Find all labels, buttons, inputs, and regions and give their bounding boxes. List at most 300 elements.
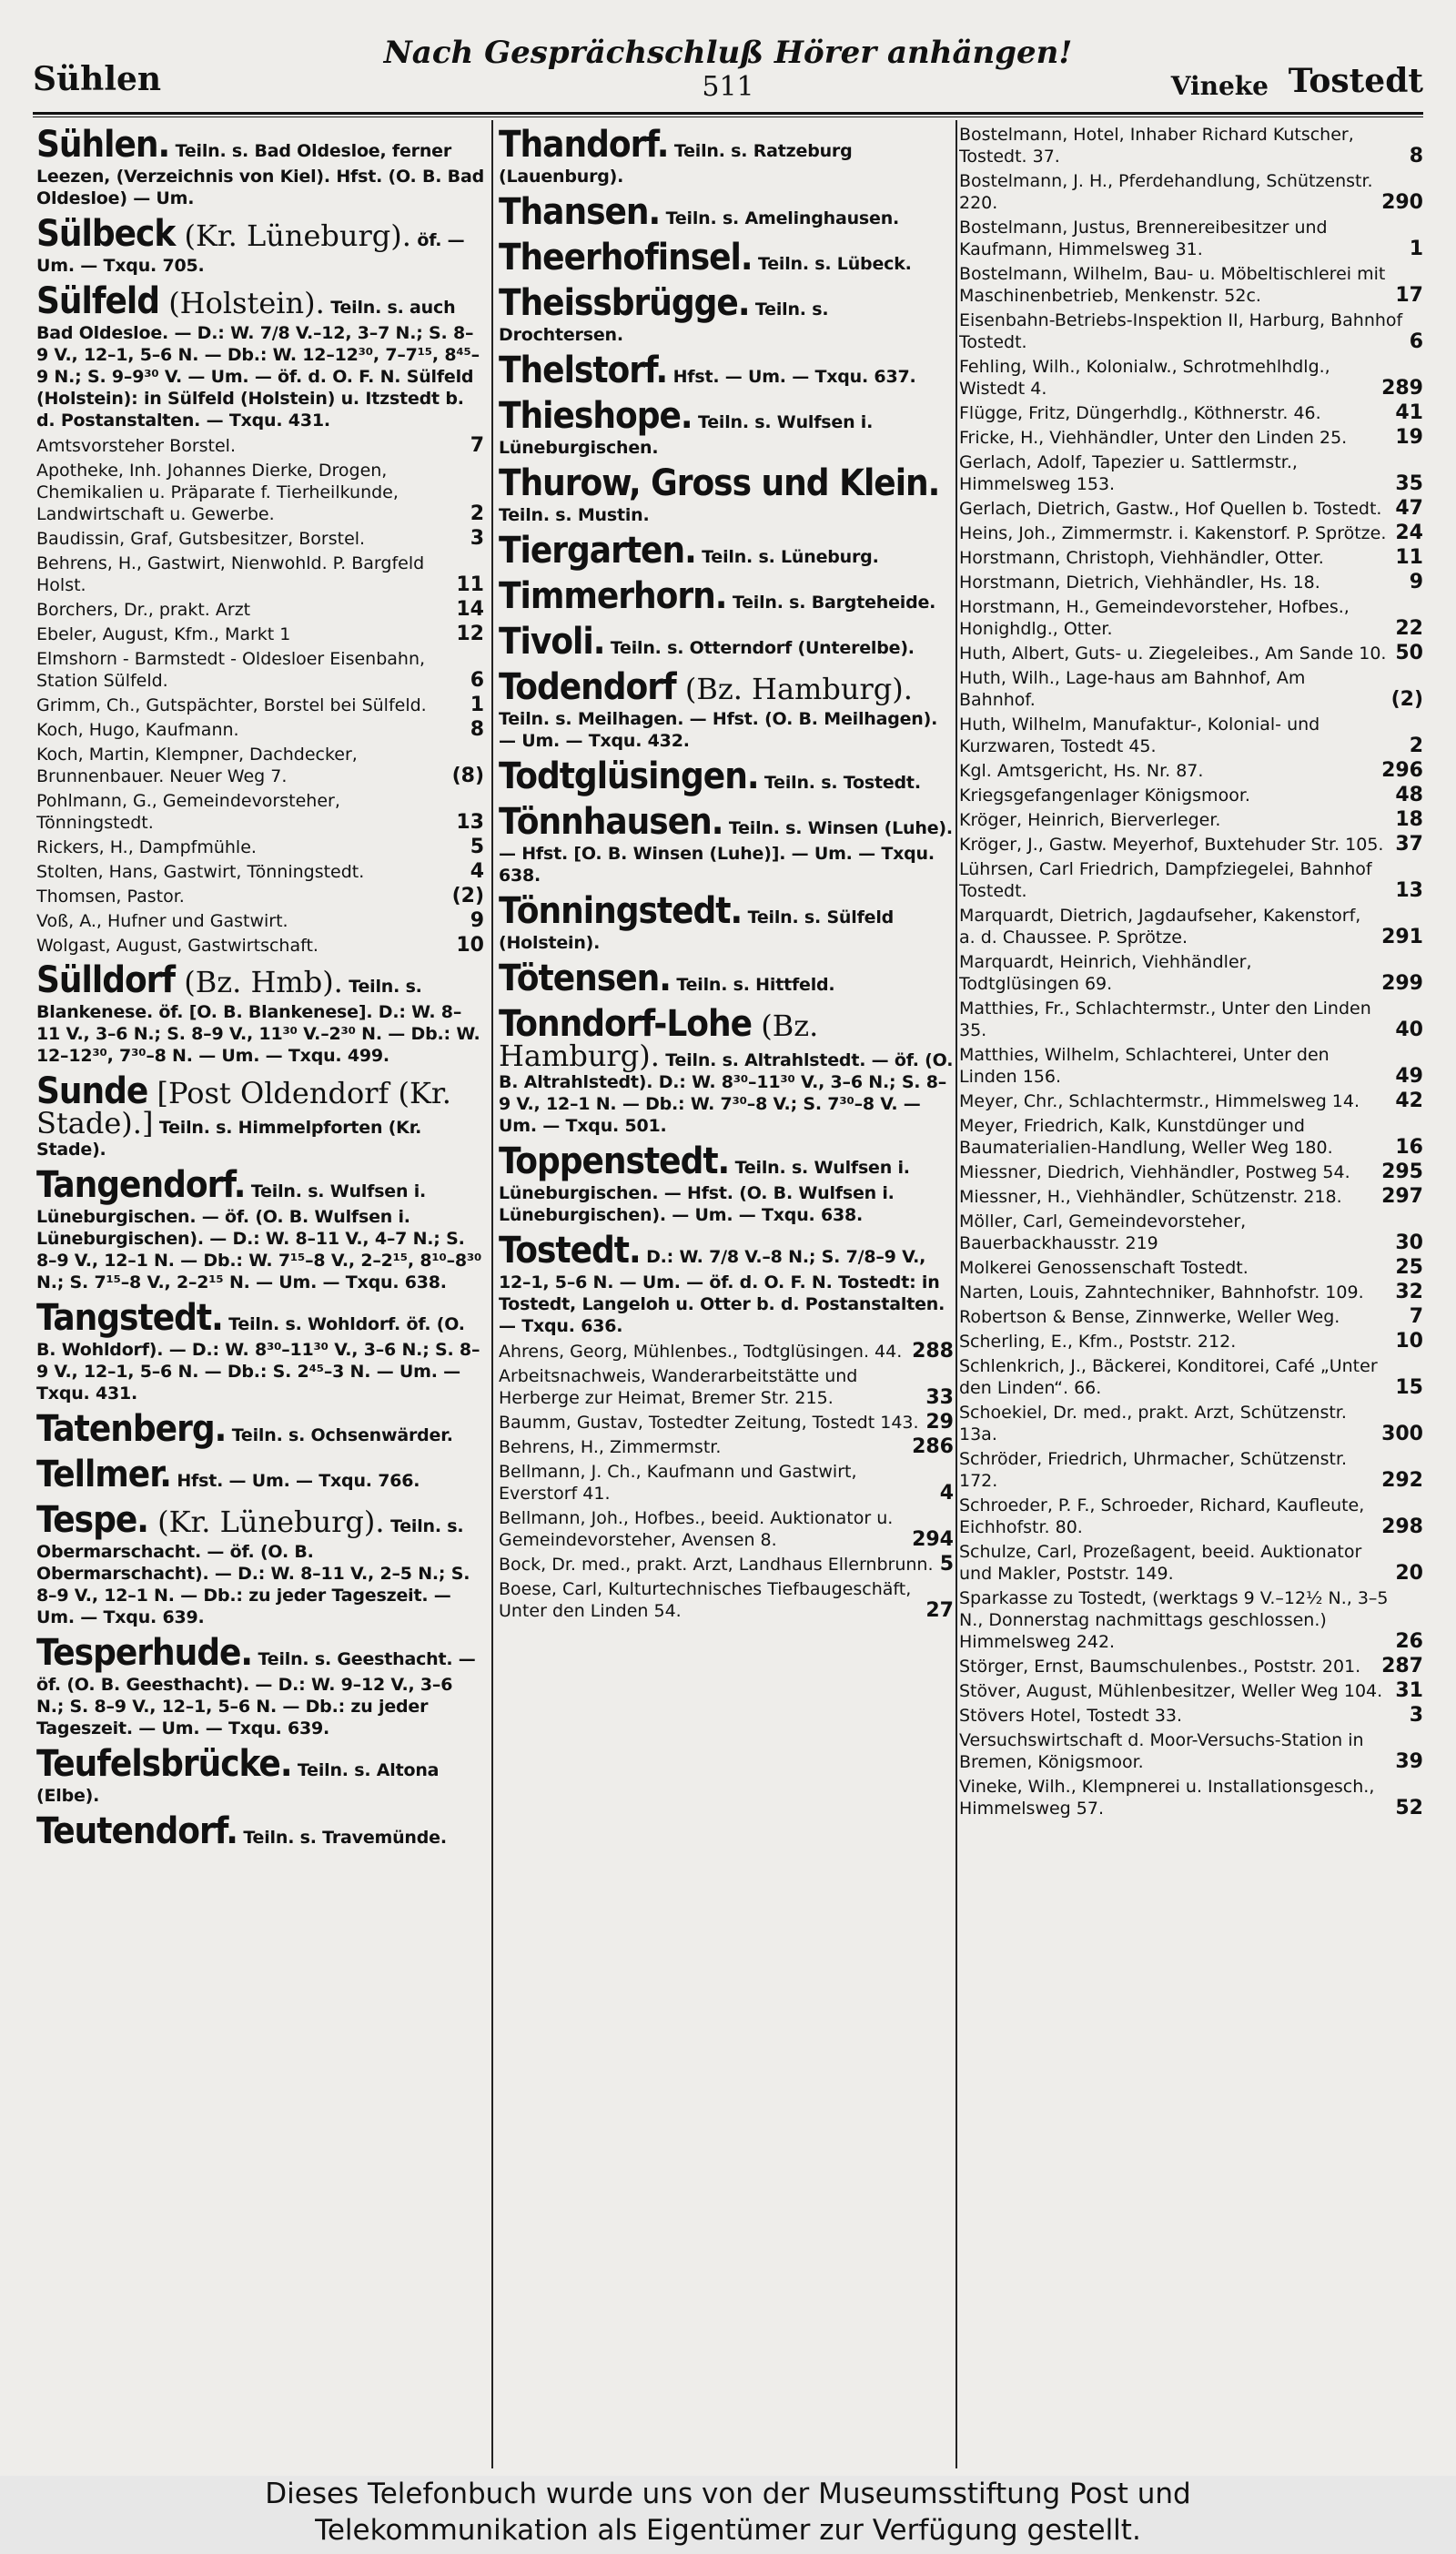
phone-number: 7: [470, 434, 484, 457]
place-name: Tönnhausen.: [499, 801, 723, 843]
subscriber-entry: [36, 790, 484, 834]
place-name: Todendorf: [499, 666, 676, 708]
subscriber-text: Pohlmann, G., Gemeindevorsteher, Tönningstedt.: [36, 791, 340, 833]
place-name: Thurow, Gross und Klein.: [499, 462, 940, 504]
place-heading: [499, 1140, 954, 1226]
subscriber-entry: [36, 886, 484, 907]
subscriber-entry: [959, 905, 1423, 948]
place-details: Teiln. s. Amelinghausen.: [660, 208, 900, 228]
subscriber-text: Schulze, Carl, Prozeßagent, beeid. Auktionator und Makler, Poststr. 149.: [959, 1542, 1362, 1584]
place-details: Teiln. s. Wulfsen i. Lüneburgischen.: [499, 412, 874, 458]
place-details: Teiln. s. auch Bad Oldesloe. — D.: W. 7/8 V.–12, 3–7 N.; S. 8–9 V., 12–1, 5–6 N. — Db.: W. 12–12³⁰, 7–7¹⁵, 8⁴⁵–9 N.; S. 9–9³⁰ V. — Um. — öf. d. O. F. N. Sülfeld (Holstein): in Sülfeld (Holstein) u. Itzstedt b. d. Postanstalten. — Txqu. 431.: [36, 298, 480, 431]
subscriber-entry: [36, 435, 484, 457]
subscriber-entry: [959, 1448, 1423, 1492]
subscriber-text: Kröger, Heinrich, Bierverleger.: [959, 810, 1221, 830]
place-heading: [499, 801, 954, 887]
phone-number: 16: [1395, 1136, 1423, 1159]
phone-number: 3: [470, 527, 484, 550]
place-details: Teiln. s. Sülfeld (Holstein).: [499, 907, 895, 953]
column-2: [499, 124, 954, 2472]
phone-number: 27: [925, 1599, 954, 1622]
subscriber-text: Schlenkrich, J., Bäckerei, Konditorei, Café „Unter den Linden“. 66.: [959, 1356, 1378, 1398]
subscriber-entry: [959, 522, 1423, 544]
subscriber-entry: [959, 1541, 1423, 1585]
subscriber-entry: [959, 643, 1423, 664]
subscriber-entry: [959, 1257, 1423, 1279]
place-name: Todtglüsingen.: [499, 755, 759, 797]
subscriber-entry: [959, 1044, 1423, 1088]
place-name: Teufelsbrücke.: [36, 1743, 292, 1785]
phone-number: 1: [470, 694, 484, 716]
subscriber-entry: [959, 1306, 1423, 1328]
subscriber-text: Rickers, H., Dampfmühle.: [36, 837, 257, 857]
phone-number: 297: [1381, 1185, 1423, 1208]
phone-number: 6: [1409, 330, 1423, 353]
phone-number: 294: [912, 1528, 954, 1551]
subscriber-entry: [499, 1365, 954, 1409]
subscriber-text: Gerlach, Adolf, Tapezier u. Sattlermstr., Himmelsweg 153.: [959, 452, 1298, 494]
subscriber-entry: [959, 402, 1423, 424]
subscriber-text: Gerlach, Dietrich, Gastw., Hof Quellen b. Tostedt.: [959, 499, 1382, 519]
phone-number: 50: [1395, 642, 1423, 664]
place-details: D.: W. 7/8 V.–8 N.; S. 7/8–9 V., 12–1, 5–6 N. — Um. — öf. d. O. F. N. Tostedt: in Tostedt, Langeloh u. Otter b. d. Postanstalten. — Txqu. 636.: [499, 1247, 945, 1336]
subscriber-text: Molkerei Genossenschaft Tostedt.: [959, 1258, 1249, 1278]
place-heading: [499, 1003, 954, 1137]
subscriber-entry: [959, 760, 1423, 782]
place-heading: [36, 1164, 484, 1293]
subscriber-text: Ahrens, Georg, Mühlenbes., Todtglüsingen. 44.: [499, 1342, 903, 1362]
subscriber-text: Meyer, Friedrich, Kalk, Kunstdünger und Baumaterialien-Handlung, Weller Weg 180.: [959, 1116, 1333, 1158]
subscriber-text: Behrens, H., Zimmermstr.: [499, 1437, 722, 1457]
subscriber-text: Schoekiel, Dr. med., prakt. Arzt, Schützenstr. 13a.: [959, 1403, 1347, 1444]
place-name: Theissbrügge.: [499, 282, 750, 324]
subscriber-text: Bellmann, J. Ch., Kaufmann und Gastwirt, Everstorf 41.: [499, 1462, 857, 1504]
phone-number: 8: [1409, 145, 1423, 167]
place-heading: [36, 1070, 484, 1160]
phone-number: 5: [939, 1553, 954, 1576]
place-heading: [36, 1632, 484, 1739]
subscriber-entry: [959, 951, 1423, 995]
subscriber-entry: [959, 1355, 1423, 1399]
phone-number: (8): [451, 765, 484, 787]
phone-number: 30: [1395, 1231, 1423, 1254]
phone-number: 9: [470, 909, 484, 932]
place-details: Teiln. s. Blankenese. öf. [O. B. Blankenese]. D.: W. 8–11 V., 3–6 N.; S. 8–9 V., 11³⁰ V.–2³⁰ N. — Db.: W. 12–12³⁰, 7³⁰–8 N. — Um. — Txqu. 499.: [36, 977, 480, 1066]
subscriber-text: Koch, Hugo, Kaufmann.: [36, 720, 239, 740]
place-heading: [36, 280, 484, 431]
place-details: Teiln. s. Altrahlstedt. — öf. (O. B. Altrahlstedt). D.: W. 8³⁰–11³⁰ V., 3–6 N.; S. 8–9 V., 12–1 N. — Db.: W. 7³⁰–8 V.; S. 7³⁰–8 V. — Um. — Txqu. 501.: [499, 1050, 954, 1136]
subscriber-entry: [959, 998, 1423, 1041]
column-divider: [491, 120, 493, 2468]
subscriber-entry: [36, 623, 484, 645]
phone-number: (2): [1390, 688, 1423, 711]
place-name: Tesperhude.: [36, 1632, 253, 1674]
place-heading: [499, 890, 954, 954]
subscriber-text: Amtsvorsteher Borstel.: [36, 436, 236, 456]
header-left-keyword: Sühlen: [33, 60, 162, 98]
subscriber-text: Grimm, Ch., Gutspächter, Borstel bei Sülfeld.: [36, 695, 427, 715]
phone-number: 26: [1395, 1630, 1423, 1653]
place-name: Teutendorf.: [36, 1810, 238, 1852]
subscriber-text: Huth, Wilhelm, Manufaktur-, Kolonial- und Kurzwaren, Tostedt 45.: [959, 715, 1320, 756]
subscriber-text: Bostelmann, Hotel, Inhaber Richard Kutscher, Tostedt. 37.: [959, 125, 1354, 167]
place-details: Teiln. s. Lübeck.: [752, 254, 912, 274]
subscriber-text: Marquardt, Dietrich, Jagdaufseher, Kakenstorf, a. d. Chaussee. P. Sprötze.: [959, 906, 1361, 948]
subscriber-entry: [959, 1186, 1423, 1208]
place-name: Tiergarten.: [499, 530, 696, 572]
place-details: Hfst. — Um. — Txqu. 637.: [667, 367, 916, 387]
phone-number: 19: [1395, 426, 1423, 449]
subscriber-text: Bock, Dr. med., prakt. Arzt, Landhaus Ellernbrunn.: [499, 1555, 934, 1575]
place-name: Tötensen.: [499, 958, 671, 999]
subscriber-entry: [36, 744, 484, 787]
phone-number: 298: [1381, 1515, 1423, 1538]
subscriber-text: Fehling, Wilh., Kolonialw., Schrotmehlhdlg., Wistedt 4.: [959, 357, 1330, 399]
place-name: Sülbeck: [36, 213, 176, 255]
phone-number: (2): [451, 885, 484, 907]
subscriber-entry: [959, 356, 1423, 400]
place-heading: [499, 124, 954, 187]
column-divider: [956, 120, 957, 2468]
subscriber-text: Horstmann, Dietrich, Viehhändler, Hs. 18.: [959, 573, 1320, 593]
subscriber-text: Elmshorn - Barmstedt - Oldesloer Eisenbahn, Station Sülfeld.: [36, 649, 426, 691]
phone-number: 6: [470, 669, 484, 692]
subscriber-text: Narten, Louis, Zahntechniker, Bahnhofstr. 109.: [959, 1282, 1364, 1302]
subscriber-entry: [959, 217, 1423, 260]
subscriber-entry: [499, 1412, 954, 1434]
subscriber-entry: [499, 1341, 954, 1363]
place-name: Sühlen.: [36, 124, 170, 166]
subscriber-text: Stöver, August, Mühlenbesitzer, Weller Weg 104.: [959, 1681, 1383, 1701]
place-details: Teiln. s. Wohldorf. öf. (O. B. Wohldorf). — D.: W. 8³⁰–11³⁰ V., 3–6 N.; S. 8–9 V., 12–1, 5–6 N. — Db.: S. 2⁴⁵–3 N. — Um. — Txqu. 431.: [36, 1314, 480, 1404]
subscriber-text: Kriegsgefangenlager Königsmoor.: [959, 785, 1250, 806]
place-heading: [36, 1499, 484, 1628]
subscriber-entry: [36, 648, 484, 692]
phone-number: 41: [1395, 401, 1423, 424]
place-details: Teiln. s. Bargteheide.: [726, 593, 936, 613]
subscriber-entry: [499, 1578, 954, 1622]
header-rule: [33, 112, 1423, 115]
phone-number: 13: [1395, 879, 1423, 902]
subscriber-entry: [959, 427, 1423, 449]
phone-number: 37: [1395, 833, 1423, 856]
place-name: Tostedt.: [499, 1230, 641, 1272]
subscriber-entry: [959, 1090, 1423, 1112]
place-district: (Bz. Hmb).: [175, 965, 343, 999]
place-heading: [499, 621, 954, 663]
subscriber-entry: [36, 599, 484, 621]
place-heading: [36, 1297, 484, 1404]
subscriber-entry: [959, 1282, 1423, 1303]
place-heading: [499, 575, 954, 617]
subscriber-text: Meyer, Chr., Schlachtermstr., Himmelsweg 14.: [959, 1091, 1360, 1111]
place-details: Hfst. — Um. — Txqu. 766.: [170, 1471, 420, 1491]
subscriber-entry: [959, 714, 1423, 757]
subscriber-entry: [959, 809, 1423, 831]
subscriber-entry: [959, 572, 1423, 593]
place-heading: [36, 213, 484, 277]
subscriber-text: Kröger, J., Gastw. Meyerhof, Buxtehuder Str. 105.: [959, 835, 1384, 855]
subscriber-text: Marquardt, Heinrich, Viehhändler, Todtglüsingen 69.: [959, 952, 1252, 994]
phone-number: 29: [925, 1411, 954, 1434]
subscriber-entry: [499, 1554, 954, 1576]
phone-number: 24: [1395, 522, 1423, 544]
place-heading: [499, 530, 954, 572]
subscriber-entry: [499, 1507, 954, 1551]
phone-number: 288: [912, 1340, 954, 1363]
phone-number: 13: [456, 811, 484, 834]
place-name: Tangendorf.: [36, 1164, 246, 1206]
place-district: (Kr. Lüneburg).: [175, 218, 411, 253]
subscriber-entry: [36, 719, 484, 741]
phone-number: 10: [456, 934, 484, 957]
place-name: Tellmer.: [36, 1454, 171, 1495]
place-heading: [499, 350, 954, 391]
subscriber-text: Behrens, H., Gastwirt, Nienwohld. P. Bargfeld Holst.: [36, 553, 425, 595]
footer-line-2: Telekommunikation als Eigentümer zur Verfügung gestellt.: [315, 2514, 1141, 2547]
place-name: Tatenberg.: [36, 1408, 227, 1450]
header-right-place: Tostedt: [1288, 62, 1423, 100]
place-name: Thandorf.: [499, 124, 669, 166]
place-details: Teiln. s. Obermarschacht. — öf. (O. B. Obermarschacht). — D.: W. 8–11 V., 2–5 N.; S. 8–9 V., 12–1 N. — Db.: zu jeder Tageszeit. — Um. — Txqu. 639.: [36, 1516, 470, 1627]
phone-number: 40: [1395, 1019, 1423, 1041]
subscriber-text: Horstmann, H., Gemeindevorsteher, Hofbes., Honighdlg., Otter.: [959, 597, 1350, 639]
place-name: Thansen.: [499, 191, 661, 233]
phone-number: 5: [470, 836, 484, 858]
subscriber-entry: [959, 498, 1423, 520]
subscriber-entry: [499, 1436, 954, 1458]
subscriber-entry: [959, 170, 1423, 214]
subscriber-text: Bellmann, Joh., Hofbes., beeid. Auktionator u. Gemeindevorsteher, Avensen 8.: [499, 1508, 894, 1550]
subscriber-entry: [959, 1495, 1423, 1538]
phone-number: 295: [1381, 1160, 1423, 1183]
place-details: öf. — Um. — Txqu. 705.: [36, 230, 465, 276]
phone-number: 286: [912, 1435, 954, 1458]
place-name: Timmerhorn.: [499, 575, 727, 617]
phone-number: 39: [1395, 1750, 1423, 1773]
phone-number: 289: [1381, 377, 1423, 400]
place-name: Sülldorf: [36, 959, 176, 1001]
place-name: Thelstorf.: [499, 350, 668, 391]
subscriber-text: Boese, Carl, Kulturtechnisches Tiefbaugeschäft, Unter den Linden 54.: [499, 1579, 912, 1621]
page-header: [33, 35, 1423, 109]
place-heading: [499, 237, 954, 279]
place-heading: [36, 1743, 484, 1807]
subscriber-text: Borchers, Dr., prakt. Arzt: [36, 600, 251, 620]
place-details: Teiln. s. Bad Oldesloe, ferner Leezen, (Verzeichnis von Kiel). Hfst. (O. B. Bad Oldesloe) — Um.: [36, 141, 484, 208]
phone-number: 290: [1381, 191, 1423, 214]
phone-number: 7: [1409, 1305, 1423, 1328]
place-heading: [499, 462, 954, 526]
phone-number: 17: [1395, 284, 1423, 307]
phone-number: 15: [1395, 1376, 1423, 1399]
place-details: Teiln. s. Travemünde.: [237, 1828, 447, 1848]
subscriber-entry: [36, 935, 484, 957]
subscriber-entry: [959, 1211, 1423, 1254]
phone-number: 291: [1381, 926, 1423, 948]
subscriber-text: Robertson & Bense, Zinnwerke, Weller Weg.: [959, 1307, 1340, 1327]
subscriber-text: Matthies, Fr., Schlachtermstr., Unter den Linden 35.: [959, 998, 1371, 1040]
subscriber-text: Heins, Joh., Zimmermstr. i. Kakenstorf. P. Sprötze.: [959, 523, 1387, 543]
subscriber-text: Thomsen, Pastor.: [36, 887, 185, 907]
place-district: (Bz. Hamburg).: [675, 672, 913, 706]
subscriber-entry: [959, 834, 1423, 856]
subscriber-text: Fricke, H., Viehhändler, Unter den Linden 25.: [959, 428, 1348, 448]
header-notice: Nach Gesprächschluß Hörer anhängen!: [383, 35, 1073, 71]
subscriber-text: Matthies, Wilhelm, Schlachterei, Unter den Linden 156.: [959, 1045, 1330, 1087]
place-details: Teiln. s. Ratzeburg (Lauenburg).: [499, 141, 853, 187]
place-heading: [499, 755, 954, 797]
subscriber-entry: [959, 124, 1423, 167]
subscriber-text: Apotheke, Inh. Johannes Dierke, Drogen, Chemikalien u. Präparate f. Tierheilkunde, Landwirtschaft u. Gewerbe.: [36, 461, 399, 524]
phone-number: 33: [925, 1386, 954, 1409]
subscriber-entry: [959, 1705, 1423, 1727]
subscriber-entry: [499, 1461, 954, 1505]
subscriber-text: Wolgast, August, Gastwirtschaft.: [36, 936, 318, 956]
subscriber-entry: [959, 309, 1423, 353]
subscriber-text: Baudissin, Graf, Gutsbesitzer, Borstel.: [36, 529, 366, 549]
subscriber-entry: [36, 861, 484, 883]
subscriber-entry: [959, 1161, 1423, 1183]
subscriber-text: Schröder, Friedrich, Uhrmacher, Schützenstr. 172.: [959, 1449, 1348, 1491]
place-details: Teiln. s. Wulfsen i. Lüneburgischen. — Hfst. (O. B. Wulfsen i. Lüneburgischen). — Um. — Txqu. 638.: [499, 1158, 910, 1225]
page-number: 511: [702, 71, 754, 103]
place-details: Teiln. s. Himmelpforten (Kr. Stade).: [36, 1118, 422, 1160]
place-name: Tivoli.: [499, 621, 605, 663]
phone-number: 22: [1395, 617, 1423, 640]
subscriber-text: Versuchswirtschaft d. Moor-Versuchs-Station in Bremen, Königsmoor.: [959, 1730, 1364, 1772]
place-heading: [499, 191, 954, 233]
place-details: Teiln. s. Wulfsen i. Lüneburgischen. — öf. (O. B. Wulfsen i. Lüneburgischen). — D.: W. 8–11 V., 4–7 N.; S. 8–9 V., 12–1 N. — Db.: W. 7¹⁵–8 V., 2–2¹⁵, 8¹⁰–8³⁰ N.; S. 7¹⁵–8 V., 2–2¹⁵ N. — Um. — Txqu. 638.: [36, 1181, 482, 1292]
subscriber-entry: [959, 596, 1423, 640]
phone-number: 4: [470, 860, 484, 883]
phone-number: 300: [1381, 1423, 1423, 1445]
subscriber-entry: [959, 1776, 1423, 1819]
subscriber-entry: [36, 552, 484, 596]
place-details: Teiln. s. Mustin.: [499, 505, 650, 525]
place-details: Teiln. s. Otterndorf (Unterelbe).: [604, 638, 915, 658]
place-heading: [499, 1230, 954, 1337]
place-heading: [499, 282, 954, 346]
place-details: Teiln. s. Lüneburg.: [695, 547, 879, 567]
subscriber-entry: [959, 858, 1423, 902]
subscriber-entry: [959, 263, 1423, 307]
subscriber-text: Huth, Wilh., Lage-haus am Bahnhof, Am Bahnhof.: [959, 668, 1306, 710]
place-details: Teiln. s. Drochtersen.: [499, 299, 829, 345]
subscriber-entry: [959, 451, 1423, 495]
header-right-keyword: Vineke: [1170, 71, 1269, 101]
subscriber-entry: [959, 1680, 1423, 1702]
place-name: Tönningstedt.: [499, 890, 743, 932]
phone-number: 35: [1395, 472, 1423, 495]
phone-number: 8: [470, 718, 484, 741]
subscriber-entry: [36, 528, 484, 550]
column-1: [36, 124, 484, 2472]
subscriber-entry: [959, 1402, 1423, 1445]
subscriber-text: Horstmann, Christoph, Viehhändler, Otter.: [959, 548, 1324, 568]
subscriber-text: Stövers Hotel, Tostedt 33.: [959, 1706, 1183, 1726]
subscriber-text: Miessner, Diedrich, Viehhändler, Postweg 54.: [959, 1162, 1350, 1182]
place-heading: [36, 959, 484, 1067]
place-heading: [36, 124, 484, 209]
footer-notice: [0, 2476, 1456, 2554]
subscriber-entry: [959, 785, 1423, 806]
phone-number: 48: [1395, 784, 1423, 806]
column-3: [959, 124, 1423, 2472]
subscriber-entry: [959, 547, 1423, 569]
place-heading: [36, 1408, 484, 1450]
subscriber-text: Sparkasse zu Tostedt, (werktags 9 V.–12½ N., 3–5 N., Donnerstag nachmittags geschlossen.) Himmelsweg 242.: [959, 1588, 1389, 1652]
phone-number: 9: [1409, 571, 1423, 593]
phone-number: 31: [1395, 1679, 1423, 1702]
phone-number: 2: [470, 502, 484, 525]
subscriber-text: Miessner, H., Viehhändler, Schützenstr. 218.: [959, 1187, 1342, 1207]
footer-line-1: Dieses Telefonbuch wurde uns von der Museumsstiftung Post und: [265, 2478, 1191, 2510]
place-details: Teiln. s. Tostedt.: [758, 773, 921, 793]
phone-number: 2: [1409, 735, 1423, 757]
place-district: [Post Oldendorf (Kr. Stade).]: [36, 1076, 451, 1140]
phone-number: 4: [939, 1482, 954, 1505]
phone-number: 47: [1395, 497, 1423, 520]
place-details: Teiln. s. Ochsenwärder.: [226, 1425, 453, 1445]
phone-number: 49: [1395, 1065, 1423, 1088]
subscriber-text: Bostelmann, J. H., Pferdehandlung, Schützenstr. 220.: [959, 171, 1373, 213]
subscriber-text: Möller, Carl, Gemeindevorsteher, Bauerbackhausstr. 219: [959, 1211, 1247, 1253]
subscriber-text: Koch, Martin, Klempner, Dachdecker, Brunnenbauer. Neuer Weg 7.: [36, 745, 358, 786]
subscriber-text: Flügge, Fritz, Düngerhdlg., Köthnerstr. 46.: [959, 403, 1321, 423]
phone-number: 1: [1409, 238, 1423, 260]
phone-number: 296: [1381, 759, 1423, 782]
subscriber-text: Bostelmann, Wilhelm, Bau- u. Möbeltischlerei mit Maschinenbetrieb, Menkenstr. 52c.: [959, 264, 1386, 306]
place-district: (Holstein).: [159, 286, 325, 320]
place-name: Tangstedt.: [36, 1297, 223, 1339]
phone-number: 20: [1395, 1562, 1423, 1585]
place-district: (Bz. Hamburg).: [499, 1008, 819, 1073]
subscriber-entry: [36, 836, 484, 858]
place-heading: [36, 1454, 484, 1495]
place-name: Thieshope.: [499, 395, 693, 437]
phone-number: 52: [1395, 1797, 1423, 1819]
phone-number: 14: [456, 598, 484, 621]
subscriber-text: Lührsen, Carl Friedrich, Dampfziegelei, Bahnhof Tostedt.: [959, 859, 1372, 901]
place-details: Teiln. s. Meilhagen. — Hfst. (O. B. Meilhagen). — Um. — Txqu. 432.: [499, 709, 938, 751]
subscriber-text: Kgl. Amtsgericht, Hs. Nr. 87.: [959, 761, 1204, 781]
place-name: Tonndorf-Lohe: [499, 1003, 753, 1045]
subscriber-text: Schroeder, P. F., Schroeder, Richard, Kaufleute, Eichhofstr. 80.: [959, 1495, 1365, 1537]
subscriber-entry: [36, 694, 484, 716]
subscriber-entry: [959, 1587, 1423, 1653]
phone-number: 3: [1409, 1704, 1423, 1727]
subscriber-entry: [959, 667, 1423, 711]
phone-number: 25: [1395, 1256, 1423, 1279]
phone-number: 11: [456, 573, 484, 596]
subscriber-text: Stolten, Hans, Gastwirt, Tönningstedt.: [36, 862, 365, 882]
subscriber-entry: [959, 1115, 1423, 1159]
subscriber-text: Vineke, Wilh., Klempnerei u. Installationsgesch., Himmelsweg 57.: [959, 1777, 1375, 1819]
phone-number: 11: [1395, 546, 1423, 569]
phone-number: 10: [1395, 1330, 1423, 1353]
subscriber-entry: [959, 1331, 1423, 1353]
place-name: Tespe.: [36, 1499, 148, 1541]
place-name: Toppenstedt.: [499, 1140, 730, 1182]
subscriber-text: Eisenbahn-Betriebs-Inspektion II, Harburg, Bahnhof Tostedt.: [959, 310, 1403, 352]
place-heading: [499, 395, 954, 459]
place-details: Teiln. s. Geesthacht. — öf. (O. B. Geesthacht). — D.: W. 9–12 V., 3–6 N.; S. 8–9 V., 12–1, 5–6 N. — Db.: zu jeder Tageszeit. — Um. — Txqu. 639.: [36, 1649, 476, 1738]
subscriber-entry: [36, 910, 484, 932]
place-heading: [499, 666, 954, 752]
place-details: Teiln. s. Hittfeld.: [670, 975, 835, 995]
subscriber-text: Huth, Albert, Guts- u. Ziegeleibes., Am Sande 10.: [959, 644, 1387, 664]
